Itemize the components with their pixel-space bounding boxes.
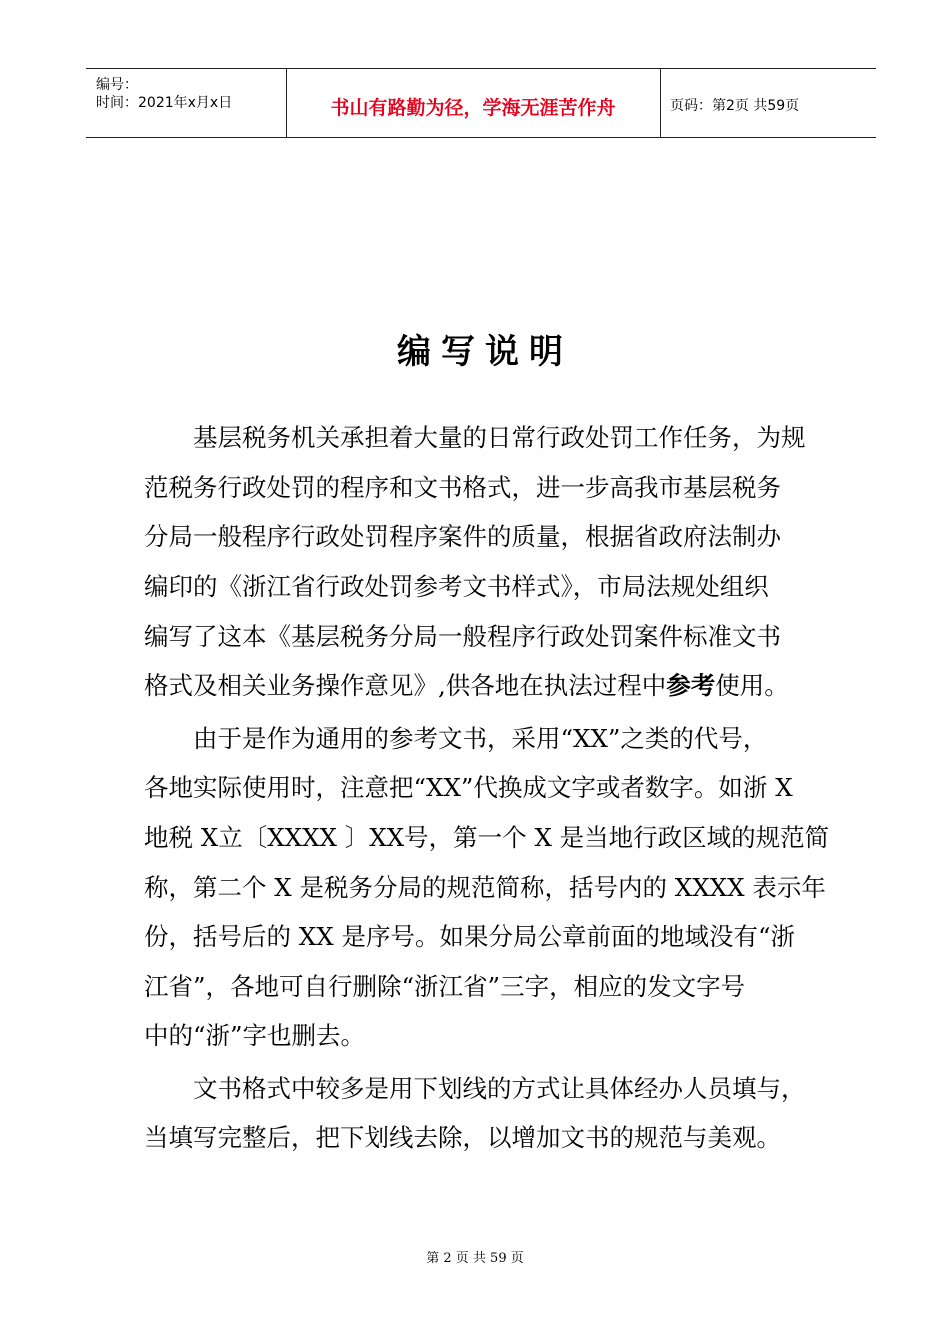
header-page-cell xyxy=(660,69,876,137)
body-line: 分局一般程序行政处罚程序案件的质量，根据省政府法制办 xyxy=(144,522,781,551)
body-line: 编写了这本《基层税务分局一般程序行政处罚案件标准文书 xyxy=(144,622,781,651)
document-title: 编写说明 xyxy=(397,332,573,372)
body-line: 称，第二个 X 是税务分局的规范简称，括号内的 XXXX 表示年 xyxy=(144,873,826,902)
body-line-text: 格式及相关业务操作意见》,供各地在执法过程中 xyxy=(144,671,667,700)
document-number-label: 编号： xyxy=(96,77,138,93)
body-line: 地税 X立〔XXXX 〕XX号，第一个 X 是当地行政区域的规范简 xyxy=(144,823,830,852)
body-line-tail: 使用。 xyxy=(715,671,789,700)
body-line: 基层税务机关承担着大量的日常行政处罚工作任务，为规 xyxy=(193,423,806,452)
body-line: 范税务行政处罚的程序和文书格式，进一步高我市基层税务 xyxy=(144,473,781,502)
header-slogan: 书山有路勤为径，学海无涯苦作舟 xyxy=(330,97,616,119)
page-header xyxy=(86,68,876,138)
emphasis-word: 参考 xyxy=(666,671,716,700)
page-footer: 第 2 页 共 59 页 xyxy=(426,1251,524,1266)
body-line: 当填写完整后，把下划线去除，以增加文书的规范与美观。 xyxy=(144,1123,781,1152)
body-line: 文书格式中较多是用下划线的方式让具体经办人员填与， xyxy=(193,1074,806,1103)
header-page-number: 页码：第2页 共59页 xyxy=(670,98,800,114)
body-line: 由于是作为通用的参考文书，采用“XX”之类的代号， xyxy=(193,724,768,753)
body-line: 各地实际使用时，注意把“XX”代换成文字或者数字。如浙 X xyxy=(144,773,793,802)
document-time-label: 时间：2021年x月x日 xyxy=(96,95,233,111)
body-line: 份，括号后的 XX 是序号。如果分局公章前面的地域没有“浙 xyxy=(144,922,795,951)
body-line: 中的“浙”字也删去。 xyxy=(144,1021,366,1050)
body-line: 江省”，各地可自行删除“浙江省”三字，相应的发文字号 xyxy=(144,972,746,1001)
header-slogan-cell xyxy=(286,69,661,137)
header-meta-cell xyxy=(86,69,287,137)
body-line: 编印的《浙江省行政处罚参考文书样式》，市局法规处组织 xyxy=(144,572,769,601)
body-line-with-emphasis xyxy=(144,670,844,702)
